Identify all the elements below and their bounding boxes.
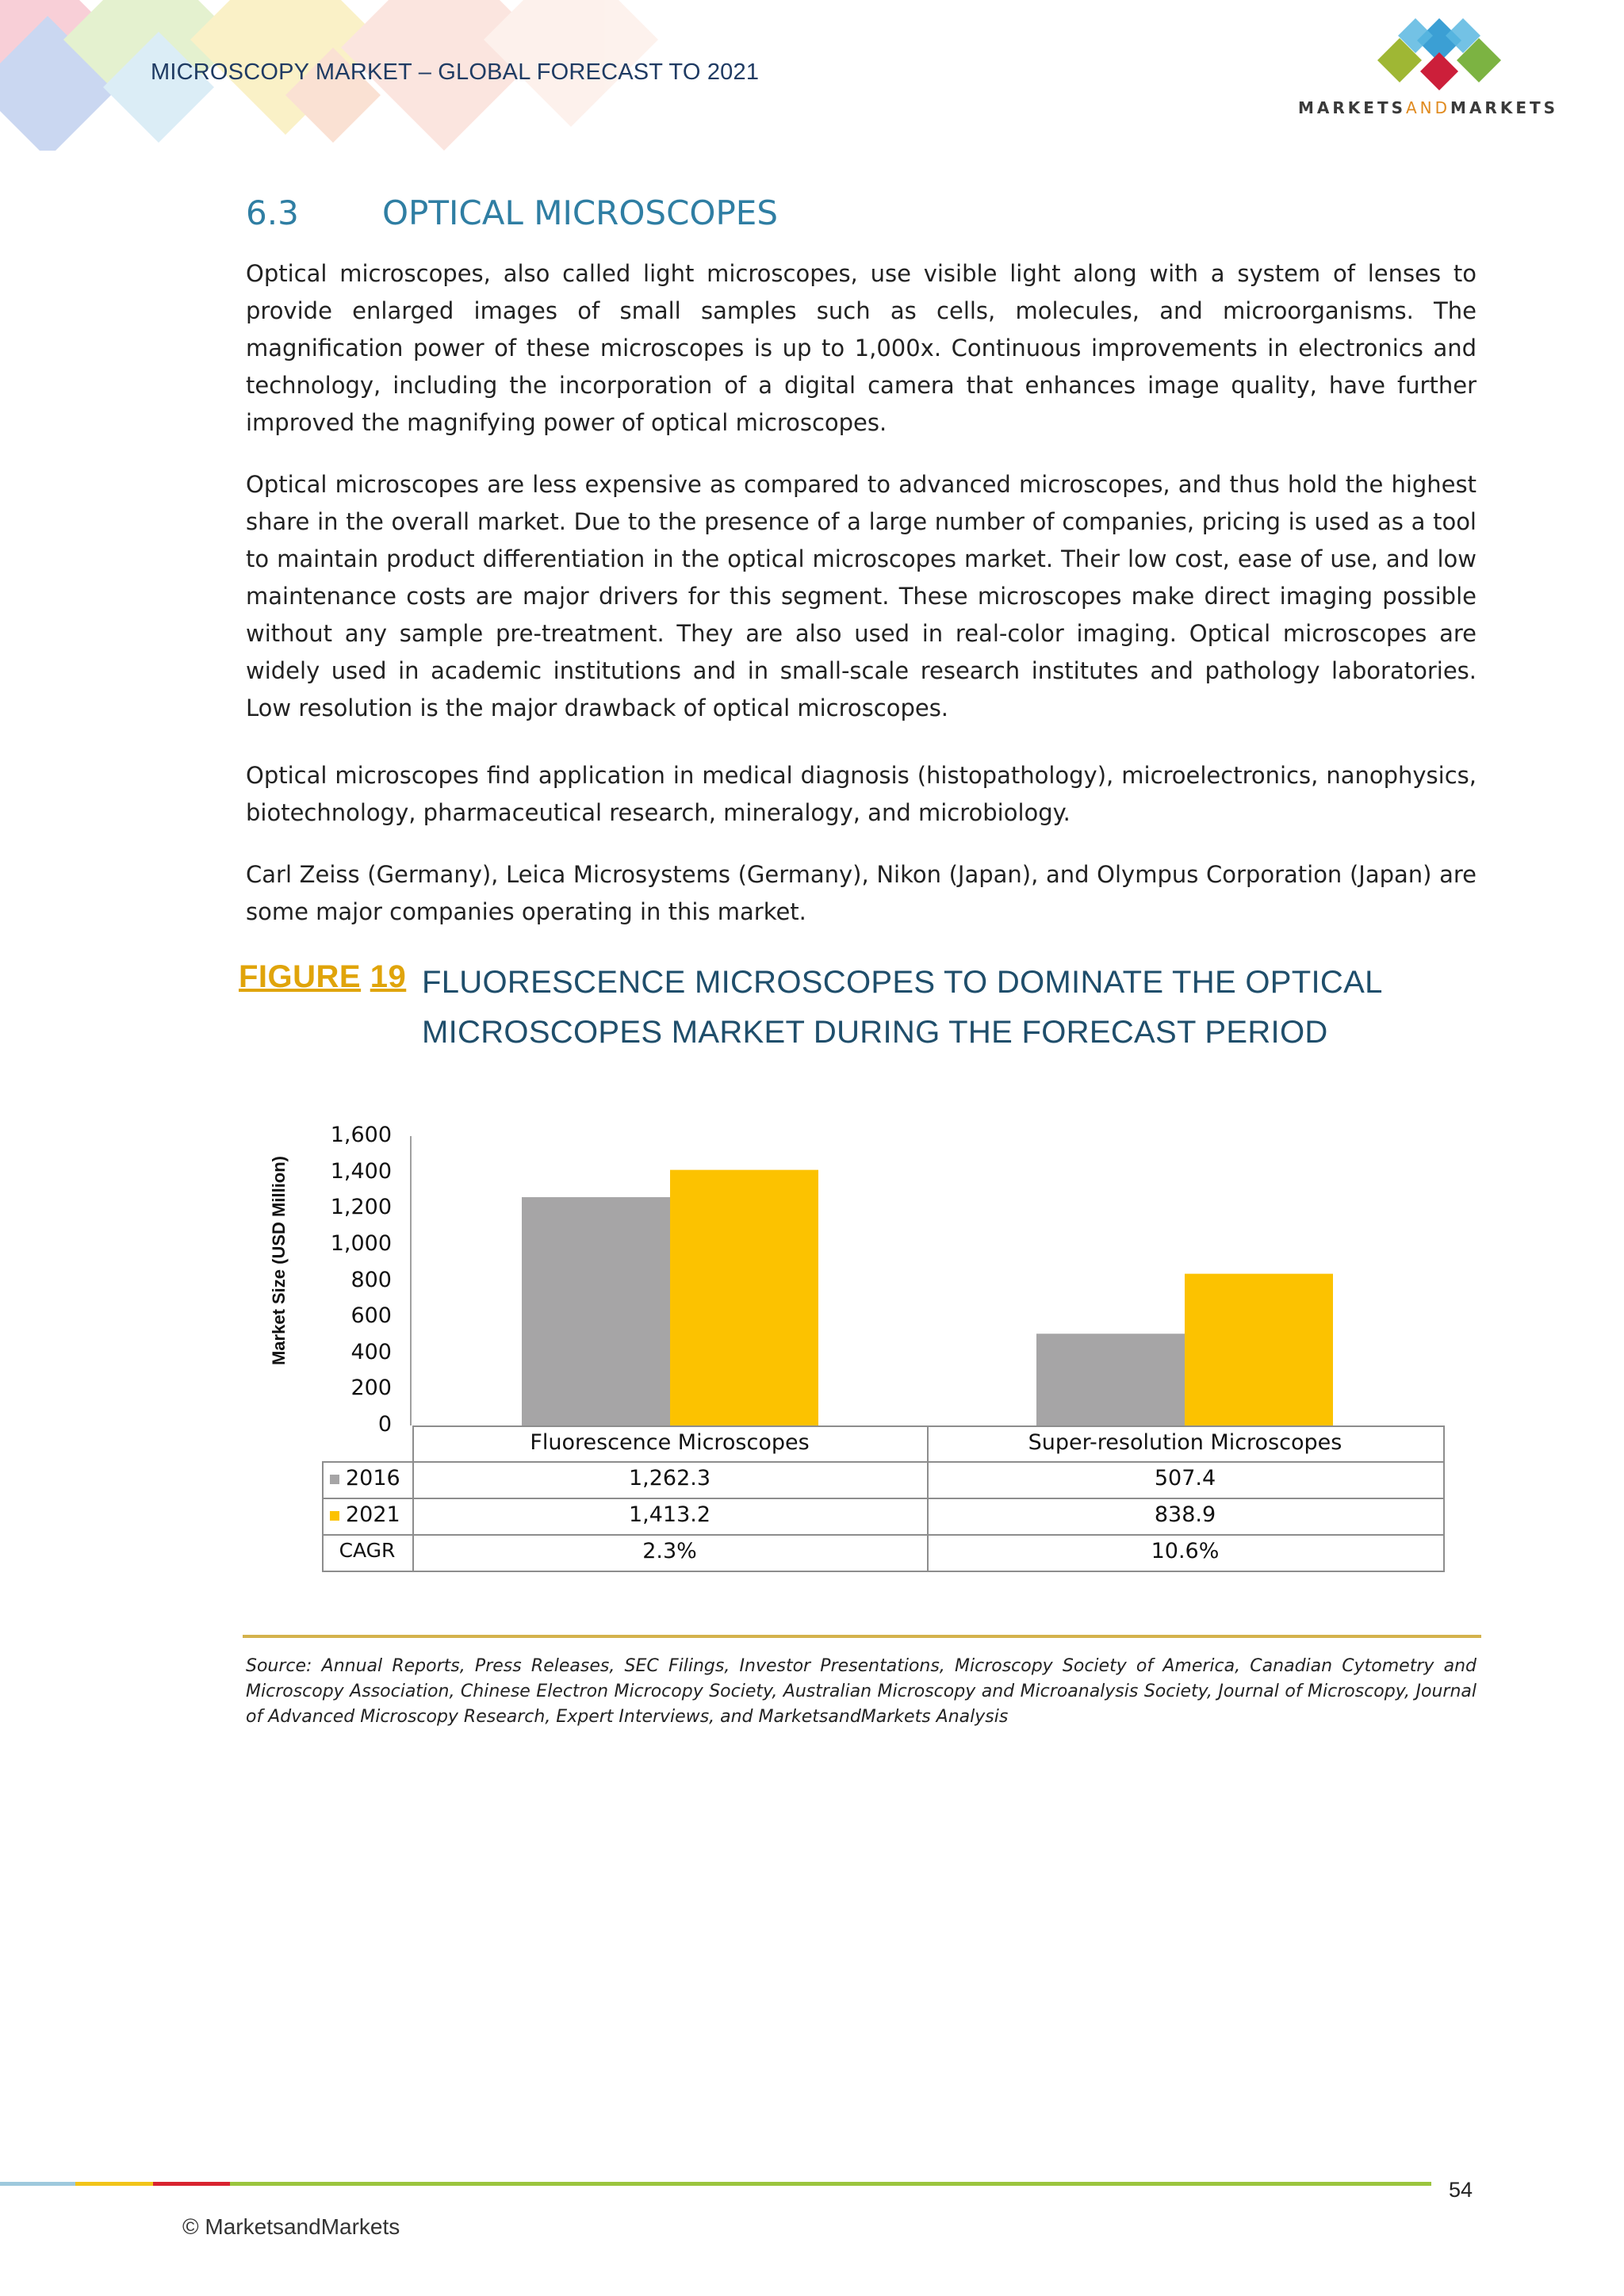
source-divider <box>243 1635 1481 1638</box>
page-number: 54 <box>1449 2178 1473 2202</box>
logo-word-right: MARKETS <box>1450 98 1559 117</box>
legend-swatch-2021 <box>330 1511 339 1521</box>
paragraph-4: Carl Zeiss (Germany), Leica Microsystems (Germany), Nikon (Japan), and Olympus Corporation (Japan) are some major companies operating in this market. <box>246 861 1477 925</box>
table-value-cell: 1,262.3 <box>628 1466 711 1490</box>
logo-word-left: MARKETS <box>1298 98 1406 117</box>
figure-title: FLUORESCENCE MICROSCOPES TO DOMINATE THE OPTICAL MICROSCOPES MARKET DURING THE FORECAST PERIOD <box>422 965 1382 1050</box>
table-category-header: Super-resolution Microscopes <box>1028 1429 1342 1455</box>
bar-2016-0 <box>522 1197 670 1425</box>
chart-y-tick-label: 400 <box>350 1339 392 1364</box>
logo-wordmark <box>1298 98 1558 117</box>
source-note: Source: Annual Reports, Press Releases, SEC Filings, Investor Presentations, Microscopy Society of America, Canadian Cytometry and Microscopy Association, Chinese Electron Microcopy Society, Australian Microscopy and Microanalysis Society, Journal of Microscopy, Journal of Advanced Microscopy Research, Expert Interviews, and MarketsandMarkets Analysis <box>246 1656 1477 1727</box>
legend-label: 2016 <box>346 1466 400 1490</box>
chart-y-tick-label: 800 <box>350 1267 392 1292</box>
chart-y-tick-label: 1,200 <box>330 1195 392 1220</box>
paragraph-3: Optical microscopes find application in medical diagnosis (histopathology), microelectronics, nanophysics, biotechnology, pharmaceutical research, mineralogy, and microbiology. <box>246 762 1477 826</box>
paragraph-2: Optical microscopes are less expensive as compared to advanced microscopes, and thus hold the highest share in the overall market. Due to the presence of a large number of companies, pricing is used as a tool to maintain product differentiation in the optical microscopes market. Their low cost, ease of use, and low maintenance costs are major drivers for this segment. These microscopes make direct imaging possible without any sample pre-treatment. They are also used in real-color imaging. Optical microscopes are widely used in academic institutions and in small-scale research institutes and pathology laboratories. Low resolution is the major drawback of optical microscopes. <box>246 471 1477 721</box>
table-rule <box>322 1571 1443 1572</box>
table-rule <box>322 1534 1443 1536</box>
chart-y-tick-label: 0 <box>377 1412 392 1437</box>
table-rule <box>322 1461 1443 1463</box>
cagr-label: CAGR <box>339 1539 396 1562</box>
paragraph-1: Optical microscopes, also called light microscopes, use visible light along with a system of lenses to provide enlarged images of small samples such as cells, molecules, and microorganisms. The magnification power of these microscopes is up to 1,000x. Continuous improvements in electronics and technology, including the incorporation of a digital camera that enhances image quality, have further improved the magnifying power of optical microscopes. <box>246 260 1477 436</box>
figure-label-word: FIGURE <box>239 959 362 994</box>
chart-y-tick-label: 1,600 <box>330 1123 392 1147</box>
chart-y-tick-label: 200 <box>350 1376 392 1401</box>
legend-label: 2021 <box>346 1502 400 1527</box>
cagr-value-cell: 10.6% <box>1151 1539 1220 1563</box>
table-value-cell: 838.9 <box>1154 1502 1216 1527</box>
figure-label <box>239 959 406 995</box>
footer-rule <box>0 2182 1431 2186</box>
chart-y-tick-label: 600 <box>350 1303 392 1329</box>
table-category-header: Fluorescence Microscopes <box>530 1429 810 1455</box>
chart-y-tick-label: 1,400 <box>330 1158 392 1184</box>
table-value-cell: 1,413.2 <box>628 1502 711 1527</box>
section-title: OPTICAL MICROSCOPES <box>382 193 778 232</box>
section-number: 6.3 <box>246 193 299 232</box>
header-title: MICROSCOPY MARKET – GLOBAL FORECAST TO 2021 <box>151 59 760 85</box>
bar-2021-0 <box>670 1170 818 1425</box>
figure-label-number: 19 <box>370 959 407 994</box>
table-rule <box>322 1498 1443 1499</box>
cagr-value-cell: 2.3% <box>642 1539 697 1563</box>
table-rule <box>1443 1425 1445 1572</box>
legend-swatch-2016 <box>330 1475 339 1484</box>
markets-logo-icon <box>1360 14 1519 94</box>
bar-2021-1 <box>1185 1274 1333 1425</box>
copyright: © MarketsandMarkets <box>182 2214 400 2239</box>
table-value-cell: 507.4 <box>1154 1466 1216 1490</box>
logo-word-and: AND <box>1406 98 1451 117</box>
chart-y-axis-label: Market Size (USD Million) <box>269 1155 289 1366</box>
chart-y-tick-label: 1,000 <box>330 1230 392 1256</box>
bar-2016-1 <box>1036 1334 1185 1425</box>
